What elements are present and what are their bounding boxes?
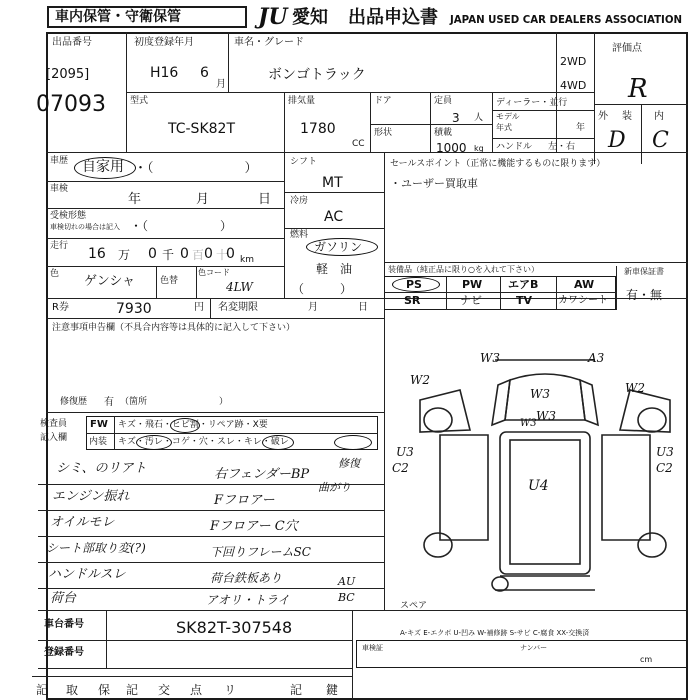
r-ticket-value: 7930 (116, 301, 152, 317)
damage-mark: C2 (392, 461, 409, 475)
remark-left-2: エンジン振れ (52, 489, 130, 504)
remark-right-3: Fフロアー C穴 (210, 519, 298, 534)
damage-mark: U4 (528, 478, 549, 494)
inspection-day: 日 (258, 192, 272, 207)
divider (284, 192, 384, 193)
damage-mark: A3 (588, 351, 605, 365)
registration-year: H16 (150, 65, 179, 81)
inspector-fw: FW (90, 419, 108, 430)
color-value: ゲンシャ (84, 274, 136, 289)
handle-label: ハンドル (496, 142, 533, 152)
divider (210, 298, 211, 318)
remark-right-1: 右フェンダーBP (214, 467, 310, 482)
chassis-label: 車台番号 (44, 619, 84, 630)
damage-mark: W3 (480, 351, 500, 365)
divider (46, 412, 384, 413)
registration-month: 6 (200, 65, 209, 81)
remark-right-5: 荷台鉄板あり (210, 571, 283, 585)
bottom-right-label-2: ナンバー (520, 644, 548, 652)
divider (156, 266, 157, 298)
new-warranty-label: 新車保証書 (624, 267, 664, 276)
registration-label: 初度登録年月 (134, 37, 194, 48)
equip-navi: ナビ (460, 294, 482, 307)
equip-pw: PW (462, 278, 483, 291)
registration-month-unit: 月 (216, 79, 226, 90)
rating-exterior-grade: D (608, 128, 626, 153)
displacement-label: 排気量 (288, 96, 316, 106)
divider (616, 266, 617, 310)
divider (430, 92, 431, 152)
damage-mark: W3 (530, 387, 550, 401)
reg-number-label: 登録番号 (44, 647, 84, 658)
circle-mark (170, 418, 200, 433)
damage-mark: U3 (396, 445, 414, 459)
equip-airbag: エアB (508, 278, 539, 291)
logo-prefecture: 愛知 (292, 7, 328, 28)
mileage-digit-3: 0 (180, 246, 189, 262)
circle-mark (334, 435, 372, 450)
lot-number: 07093 (36, 92, 106, 117)
inspector-fw-text: キズ・飛石・ヒビ割・リペア跡・X要 (118, 420, 268, 430)
divider (38, 610, 688, 611)
capacity-label: 定員 (434, 96, 453, 106)
damage-mark: W2 (410, 373, 430, 387)
model-code-value: TC-SK82T (168, 121, 235, 137)
rating-exterior-label: 外 (598, 111, 608, 122)
model-year-label-1: モデル (496, 112, 520, 121)
divider (500, 276, 501, 310)
repair-history-label: 修復歴 (60, 397, 88, 407)
form-title: 出品申込書 (348, 7, 438, 28)
divider (492, 92, 493, 152)
damage-mark: W2 (625, 381, 645, 395)
sales-point-note: ・ユーザー買取車 (390, 177, 478, 190)
divider (284, 152, 285, 298)
equip-sr: SR (404, 294, 421, 307)
doors-label: ドア (374, 96, 392, 106)
divider (492, 138, 594, 139)
remark-left-3: オイルモレ (50, 515, 115, 530)
lot-label: 出品番号 (52, 37, 92, 48)
divider (46, 238, 284, 239)
rating-score: R (628, 74, 648, 104)
footer-char: 記 (290, 683, 303, 697)
divider (446, 276, 447, 310)
mileage-digit-4: 0 (204, 246, 213, 262)
mileage-digit-2: 0 (148, 246, 157, 262)
mileage-unit-sen: 千 (162, 248, 175, 262)
capacity-unit: 人 (474, 113, 484, 123)
remark-right-2: Fフロアー (214, 493, 275, 508)
dealer-parallel: ディーラー・並行 (496, 98, 568, 108)
remark-left-6: 荷台 (50, 591, 77, 606)
divider (492, 110, 594, 111)
divider (38, 668, 352, 669)
ju-logo: JU (258, 4, 288, 30)
displacement-value: 1780 (300, 121, 336, 137)
remark-left-5: ハンドルスレ (48, 567, 126, 582)
divider (46, 266, 284, 267)
divider (126, 92, 594, 93)
inspection-month: 月 (196, 192, 210, 207)
rating-label: 評価点 (612, 43, 642, 54)
usage-paren: ・（ ） (134, 161, 258, 176)
divider (38, 588, 384, 589)
inspector-interior: 内装 (89, 437, 108, 447)
divider (38, 562, 384, 563)
usage-label: 車歴 (50, 156, 69, 166)
bottom-right-cm: cm (640, 655, 653, 664)
remark-extra-3: AU (338, 575, 356, 588)
divider (38, 640, 352, 641)
footer-char: 記 (36, 683, 49, 697)
recycle-paren: ・（ ） (130, 219, 233, 233)
divider (556, 276, 557, 310)
divider (370, 124, 492, 125)
fuel-value: ガソリン (314, 240, 363, 254)
recycle-label: 受検形態 (50, 211, 87, 221)
notes-label: 注意事項申告欄（不具合内容等は具体的に記入して下さい） (52, 323, 296, 333)
divider (114, 416, 115, 450)
damage-mark: W3 (536, 409, 556, 423)
footer-char: リ (224, 683, 237, 697)
divider (384, 298, 385, 610)
divider (384, 262, 688, 263)
model-name-label: 車名・グレード (234, 37, 304, 48)
remark-right-4: 下回りフレームSC (210, 545, 311, 559)
inspection-label: 車検 (50, 184, 69, 194)
remark-extra-1: 修復 (338, 457, 360, 470)
divider (284, 228, 384, 229)
shape-label: 形状 (374, 128, 393, 138)
divider (46, 318, 384, 319)
recycle-sub: 車検切れの場合は記入 (50, 223, 120, 231)
color-code-value: 4LW (226, 280, 253, 294)
divider (46, 181, 284, 182)
model-year-label-2: 年式 (496, 123, 512, 132)
mileage-unit-hyaku: 百 (192, 248, 205, 262)
new-warranty-value: 有・無 (626, 288, 663, 302)
divider (594, 32, 595, 164)
footer-char: 記 (126, 683, 139, 697)
remark-extra-2: 曲がり (318, 481, 351, 494)
inspector-interior-text: キズ・汚レ・コゲ・穴・スレ・キレ・破レ (118, 437, 289, 447)
model-name-value: ボンゴトラック (268, 67, 366, 83)
transfer-label: 名変期限 (218, 302, 258, 313)
remark-extra-4: BC (338, 591, 355, 604)
rating-exterior-label-2: 装 (622, 111, 632, 122)
footer-char: 鍵 (326, 683, 339, 697)
mileage-unit-man: 万 (118, 248, 131, 262)
damage-mark: W3 (520, 418, 537, 429)
drive-4wd: 4WD (560, 79, 587, 92)
equip-ps: PS (406, 278, 422, 291)
r-ticket-unit: 円 (194, 302, 204, 313)
footer-char: 取 (66, 683, 79, 697)
drive-2wd: 2WD (560, 55, 587, 68)
transfer-day: 日 (358, 302, 368, 313)
load-value: 1000 (436, 141, 467, 155)
mileage-digit-5: 0 (226, 246, 235, 262)
bottom-right-label-1: 車検証 (362, 644, 383, 652)
handle-options: 左・右 (548, 142, 576, 152)
divider (370, 92, 371, 152)
remark-left-1: シミ、のリアト (56, 461, 147, 476)
damage-legend: A-キズ E-エクボ U-凹み W-補修跡 S-サビ C-腐食 XX-交換済 (400, 629, 590, 637)
footer-char: 保 (98, 683, 111, 697)
mileage-label: 走行 (50, 241, 69, 251)
shift-label: シフト (290, 157, 318, 167)
shift-value: MT (322, 175, 343, 191)
capacity-value: 3 (452, 111, 460, 125)
inspector-label-2: 記入欄 (40, 433, 68, 443)
equipment-label: 装備品（純正品に限り○を入れて下さい） (388, 265, 539, 274)
transfer-month: 月 (308, 302, 318, 313)
divider (32, 676, 352, 677)
lot-sub-number: [2095] (46, 67, 90, 82)
footer-char: 点 (190, 683, 203, 697)
circle-mark (262, 435, 294, 450)
chassis-value: SK82T-307548 (176, 618, 293, 637)
divider (38, 510, 384, 511)
r-ticket-label: R券 (52, 302, 69, 313)
equip-aw: AW (574, 278, 595, 291)
divider (38, 536, 384, 537)
divider (196, 266, 197, 298)
rating-inner-label: 内 (654, 111, 664, 122)
aircon-label: 冷房 (290, 196, 309, 206)
divider (641, 104, 642, 164)
damage-mark: U3 (656, 445, 674, 459)
divider (284, 92, 285, 152)
inspector-label-1: 検査員 (40, 419, 68, 429)
remark-right-6: アオリ・トライ (206, 593, 290, 607)
divider (352, 610, 353, 700)
fuel-alt: 軽 油 (316, 262, 353, 276)
aircon-value: AC (324, 209, 344, 225)
usage-value: 自家用 (82, 159, 124, 175)
association-name: JAPAN USED CAR DEALERS ASSOCIATION (450, 15, 683, 26)
storage-label: 車内保管・守衛保管 (55, 9, 181, 25)
repair-history-value: 有 (104, 397, 114, 408)
remark-left-4: シート部取り変(?) (46, 541, 146, 555)
model-year-unit: 年 (576, 123, 586, 133)
mileage-unit: km (240, 255, 254, 265)
color-change-label: 色替 (160, 276, 179, 286)
load-label: 積載 (434, 128, 453, 138)
displacement-unit: CC (352, 139, 365, 149)
divider (228, 32, 229, 92)
repair-history-paren: （箇所 ） (120, 397, 229, 407)
footer-char: 交 (158, 683, 171, 697)
divider (86, 433, 378, 434)
load-unit: kg (474, 144, 484, 153)
fuel-paren: （ ） (292, 282, 353, 296)
circle-mark (136, 435, 172, 450)
color-label: 色 (50, 269, 60, 279)
color-code-label: 色コード (198, 268, 230, 277)
equip-seat: カワシート (558, 295, 608, 306)
fuel-label: 燃料 (290, 230, 309, 240)
mileage-unit-juu: 十 (216, 248, 229, 262)
divider (106, 610, 107, 668)
equip-tv: TV (516, 294, 533, 307)
inspection-year: 年 (128, 192, 142, 207)
divider (46, 208, 284, 209)
damage-mark: C2 (656, 461, 673, 475)
spare-label: スペア (400, 601, 428, 611)
divider (46, 152, 688, 153)
vehicle-diagram (392, 340, 690, 611)
model-code-label: 型式 (130, 96, 149, 106)
mileage-digit-1: 16 (88, 246, 106, 262)
sales-point-label: セールスポイント（正常に機能するものに限ります） (390, 159, 606, 169)
rating-interior-grade: C (652, 128, 669, 153)
